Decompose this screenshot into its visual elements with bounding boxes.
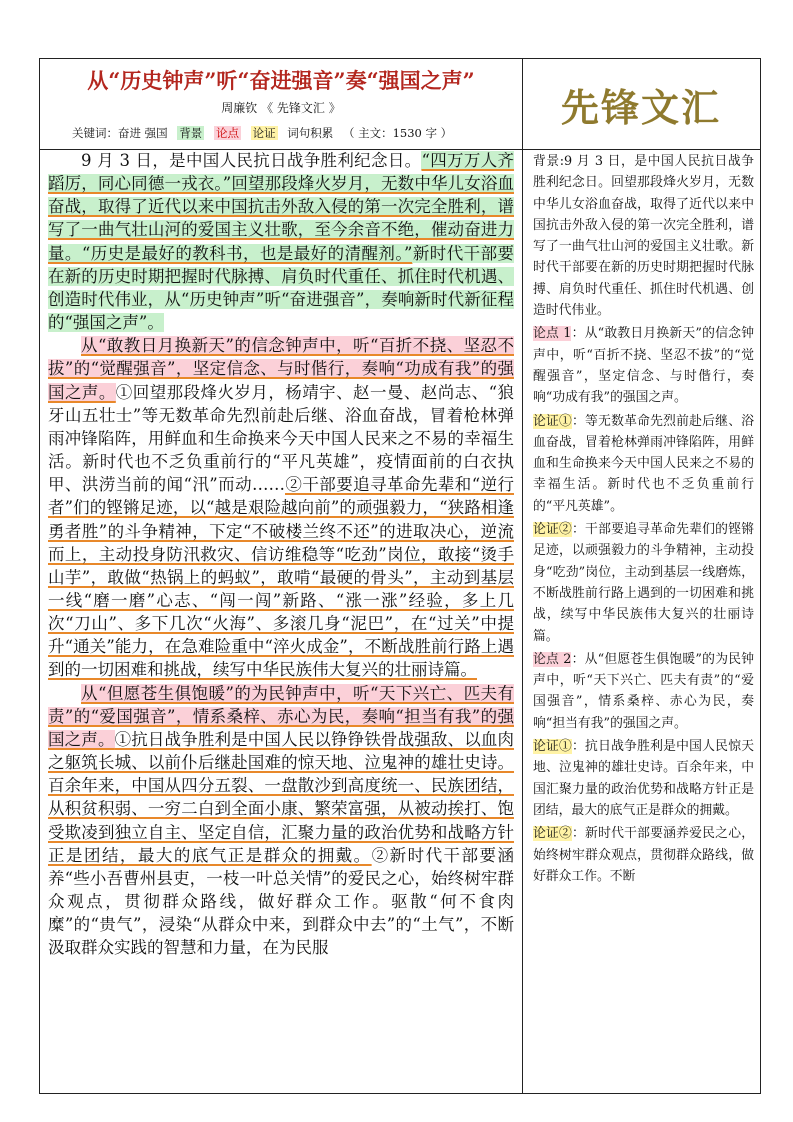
note-text: ：干部要追寻革命先辈们的铿锵足迹，以顽强毅力的斗争精神，主动投身“吃劲”岗位，主动到基层一线磨炼，不断战胜前行路上遇到的一切困难和挑战，续写中华民族伟大复兴的壮丽诗篇。 xyxy=(533,522,755,644)
keywords-row xyxy=(72,125,458,141)
p2-evidence-1: ①回望那段烽火岁月，杨靖宇、赵一曼、赵尚志、“狼牙山五壮士”等无数革命先烈前赴后继、浴血奋战，冒着枪林弹雨冲锋陷阵，用鲜血和生命换来今天中国人民来之不易的幸福生活。新时代也不乏负重前行的“平凡英雄”，疫情面前的白衣执甲、洪涝当前的闻“汛”而动…… xyxy=(48,382,515,495)
p2-argument: 从“敢教日月换新天”的信念钟声中，听“百折不挠、坚忍不拔”的“觉醒强音”，坚定信念、与时偕行，奏响“功成有我”的强国之声。 xyxy=(48,336,514,402)
note-background xyxy=(523,149,760,321)
note-label: 论证① xyxy=(533,739,573,755)
p1-intro: 9 月 3 日，是中国人民抗日战争胜利纪念日。 xyxy=(81,151,422,170)
tag-argument: 论点 xyxy=(215,126,239,140)
annotation-column xyxy=(523,149,760,1093)
note-label: 论点 2 xyxy=(533,651,572,667)
note-label: 论证② xyxy=(533,826,573,842)
header xyxy=(40,59,760,150)
note-argument-1 xyxy=(523,321,760,408)
note-evidence-1b xyxy=(523,517,760,647)
note-argument-2 xyxy=(523,647,760,734)
note-label: 论证① xyxy=(533,413,573,429)
note-evidence-1a xyxy=(523,409,760,517)
tag-evidence: 论证 xyxy=(252,126,276,140)
word-count: （ 主文：1530 字 ） xyxy=(342,126,453,140)
article-author: 周廉钦 《 先锋文汇 》 xyxy=(221,101,341,115)
paragraph-argument-2 xyxy=(40,682,522,960)
note-text: ：从“但愿苍生俱饱暖”的为民钟声中，听“天下兴亡、匹夫有责”的“爱国强音”，情系桑梓、赤心为民，奏响“担当有我”的强国之声。 xyxy=(533,651,754,731)
main-article xyxy=(40,149,523,1093)
article-title: 从“历史钟声”听“奋进强音”奏“强国之声” xyxy=(87,68,475,93)
paragraph-background xyxy=(40,149,522,334)
p1-highlight: “四万万人齐蹈厉，同心同德一戎衣。”回望那段烽火岁月，无数中华儿女浴血奋战，取得了近代以来中国抗击外敌入侵的第一次完全胜利，谱写了一曲气壮山河的爱国主义壮歌，至今余音不绝，催动奋进力量。“历史是最好的教科书，也是最好的清醒剂。” xyxy=(48,151,515,263)
note-evidence-2a xyxy=(523,734,760,821)
tag-background: 背景 xyxy=(179,126,203,140)
note-text: :9 月 3 日，是中国人民抗日战争胜利纪念日。回望那段烽火岁月，无数中华儿女浴血奋战，取得了近代以来中国抗击外敌入侵的第一次完全胜利，谱写了一曲气壮山河的爱国主义壮歌。新时代干部要在新的历史时期把握时代脉搏、肩负时代重任、抓住时代机遇、创造时代伟业。 xyxy=(533,154,754,319)
note-text: ：抗日战争胜利是中国人民惊天地、泣鬼神的雄壮史诗。百余年来，中国汇聚力量的政治优势和战略方针正是团结，最大的底气正是群众的拥戴。 xyxy=(533,739,755,818)
note-text: ：从“敢教日月换新天”的信念钟声中，听“百折不挠、坚忍不拔”的“觉醒强音”，坚定信念、与时偕行，奏响“功成有我”的强国之声。 xyxy=(533,326,754,406)
note-label: 论点 1 xyxy=(533,326,572,342)
document-frame xyxy=(39,58,761,1094)
tag-vocab: 词句积累 xyxy=(287,126,334,140)
p3-evidence-2: ②新时代干部要涵养“些小吾曹州县吏，一枝一叶总关情”的爱民之心，始终树牢群众观点，贯彻群众路线，做好群众工作。驱散“何不食肉糜”的“贵气”，浸染“从群众中来，到群众中去”的“土气”，不断汲取群众实践的智慧和力量，在为民服 xyxy=(48,845,515,958)
paragraph-argument-1 xyxy=(40,334,522,681)
p3-evidence-1: ①抗日战争胜利是中国人民以铮铮铁骨战强敌、以血肉之躯筑长城、以前仆后继赴国难的惊天地、泣鬼神的雄壮史诗。百余年来，中国从四分五裂、一盘散沙到高度统一、民族团结，从积贫积弱、一穷二白到全面小康、繁荣富强，从被动挨打、饱受欺凌到独立自主、坚定自信，汇聚力量的政治优势和战略方针正是团结，最大的底气正是群众的拥戴。 xyxy=(48,729,515,865)
note-text: ：等无数革命先烈前赴后继、浴血奋战，冒着枪林弹雨冲锋陷阵，用鲜血和生命换来今天中国人民来之不易的幸福生活。新时代也不乏负重前行的“平凡英雄”。 xyxy=(533,413,755,514)
note-label: 背景 xyxy=(533,154,560,169)
note-evidence-2b xyxy=(523,821,760,887)
p3-argument: 从“但愿苍生俱饱暖”的为民钟声中，听“天下兴亡、匹夫有责”的“爱国强音”，情系桑梓、赤心为民，奏响“担当有我”的强国之声。 xyxy=(48,683,514,749)
p1-thesis: 新时代干部要在新的历史时期把握时代脉搏、肩负时代重任、抓住时代机遇、创造时代伟业，从“历史钟声”听“奋进强音”，奏响新时代新征程的“强国之声”。 xyxy=(48,243,514,333)
p2-evidence-2: ②干部要追寻革命先辈和“逆行者”们的铿锵足迹，以“越是艰险越向前”的顽强毅力，“狭路相逢勇者胜”的斗争精神，下定“不破楼兰终不还”的进取决心，逆流而上，主动投身防汛救灾、信访维稳等“吃劲”岗位，敢接“烫手山芋”，敢做“热锅上的蚂蚁”，敢啃“最硬的骨头”，主动到基层一线“磨一磨”心志、“闯一闯”新路、“涨一涨”经验，多上几次“刀山”、多下几次“火海”、多滚几身“泥巴”，在“过关”中提升“通关”能力，在急难险重中“淬火成金”，不断战胜前行路上遇到的一切困难和挑战，续写中华民族伟大复兴的壮丽诗篇。 xyxy=(48,475,514,680)
note-text: ：新时代干部要涵养爱民之心，始终树牢群众观点，贯彻群众路线，做好群众工作。不断 xyxy=(533,826,755,884)
keywords-label: 关键词：奋进 强国 xyxy=(72,126,168,140)
content-body xyxy=(40,149,760,1093)
header-title-block xyxy=(40,59,523,149)
note-label: 论证② xyxy=(533,522,573,538)
brand-logo: 先锋文汇 xyxy=(560,85,721,130)
